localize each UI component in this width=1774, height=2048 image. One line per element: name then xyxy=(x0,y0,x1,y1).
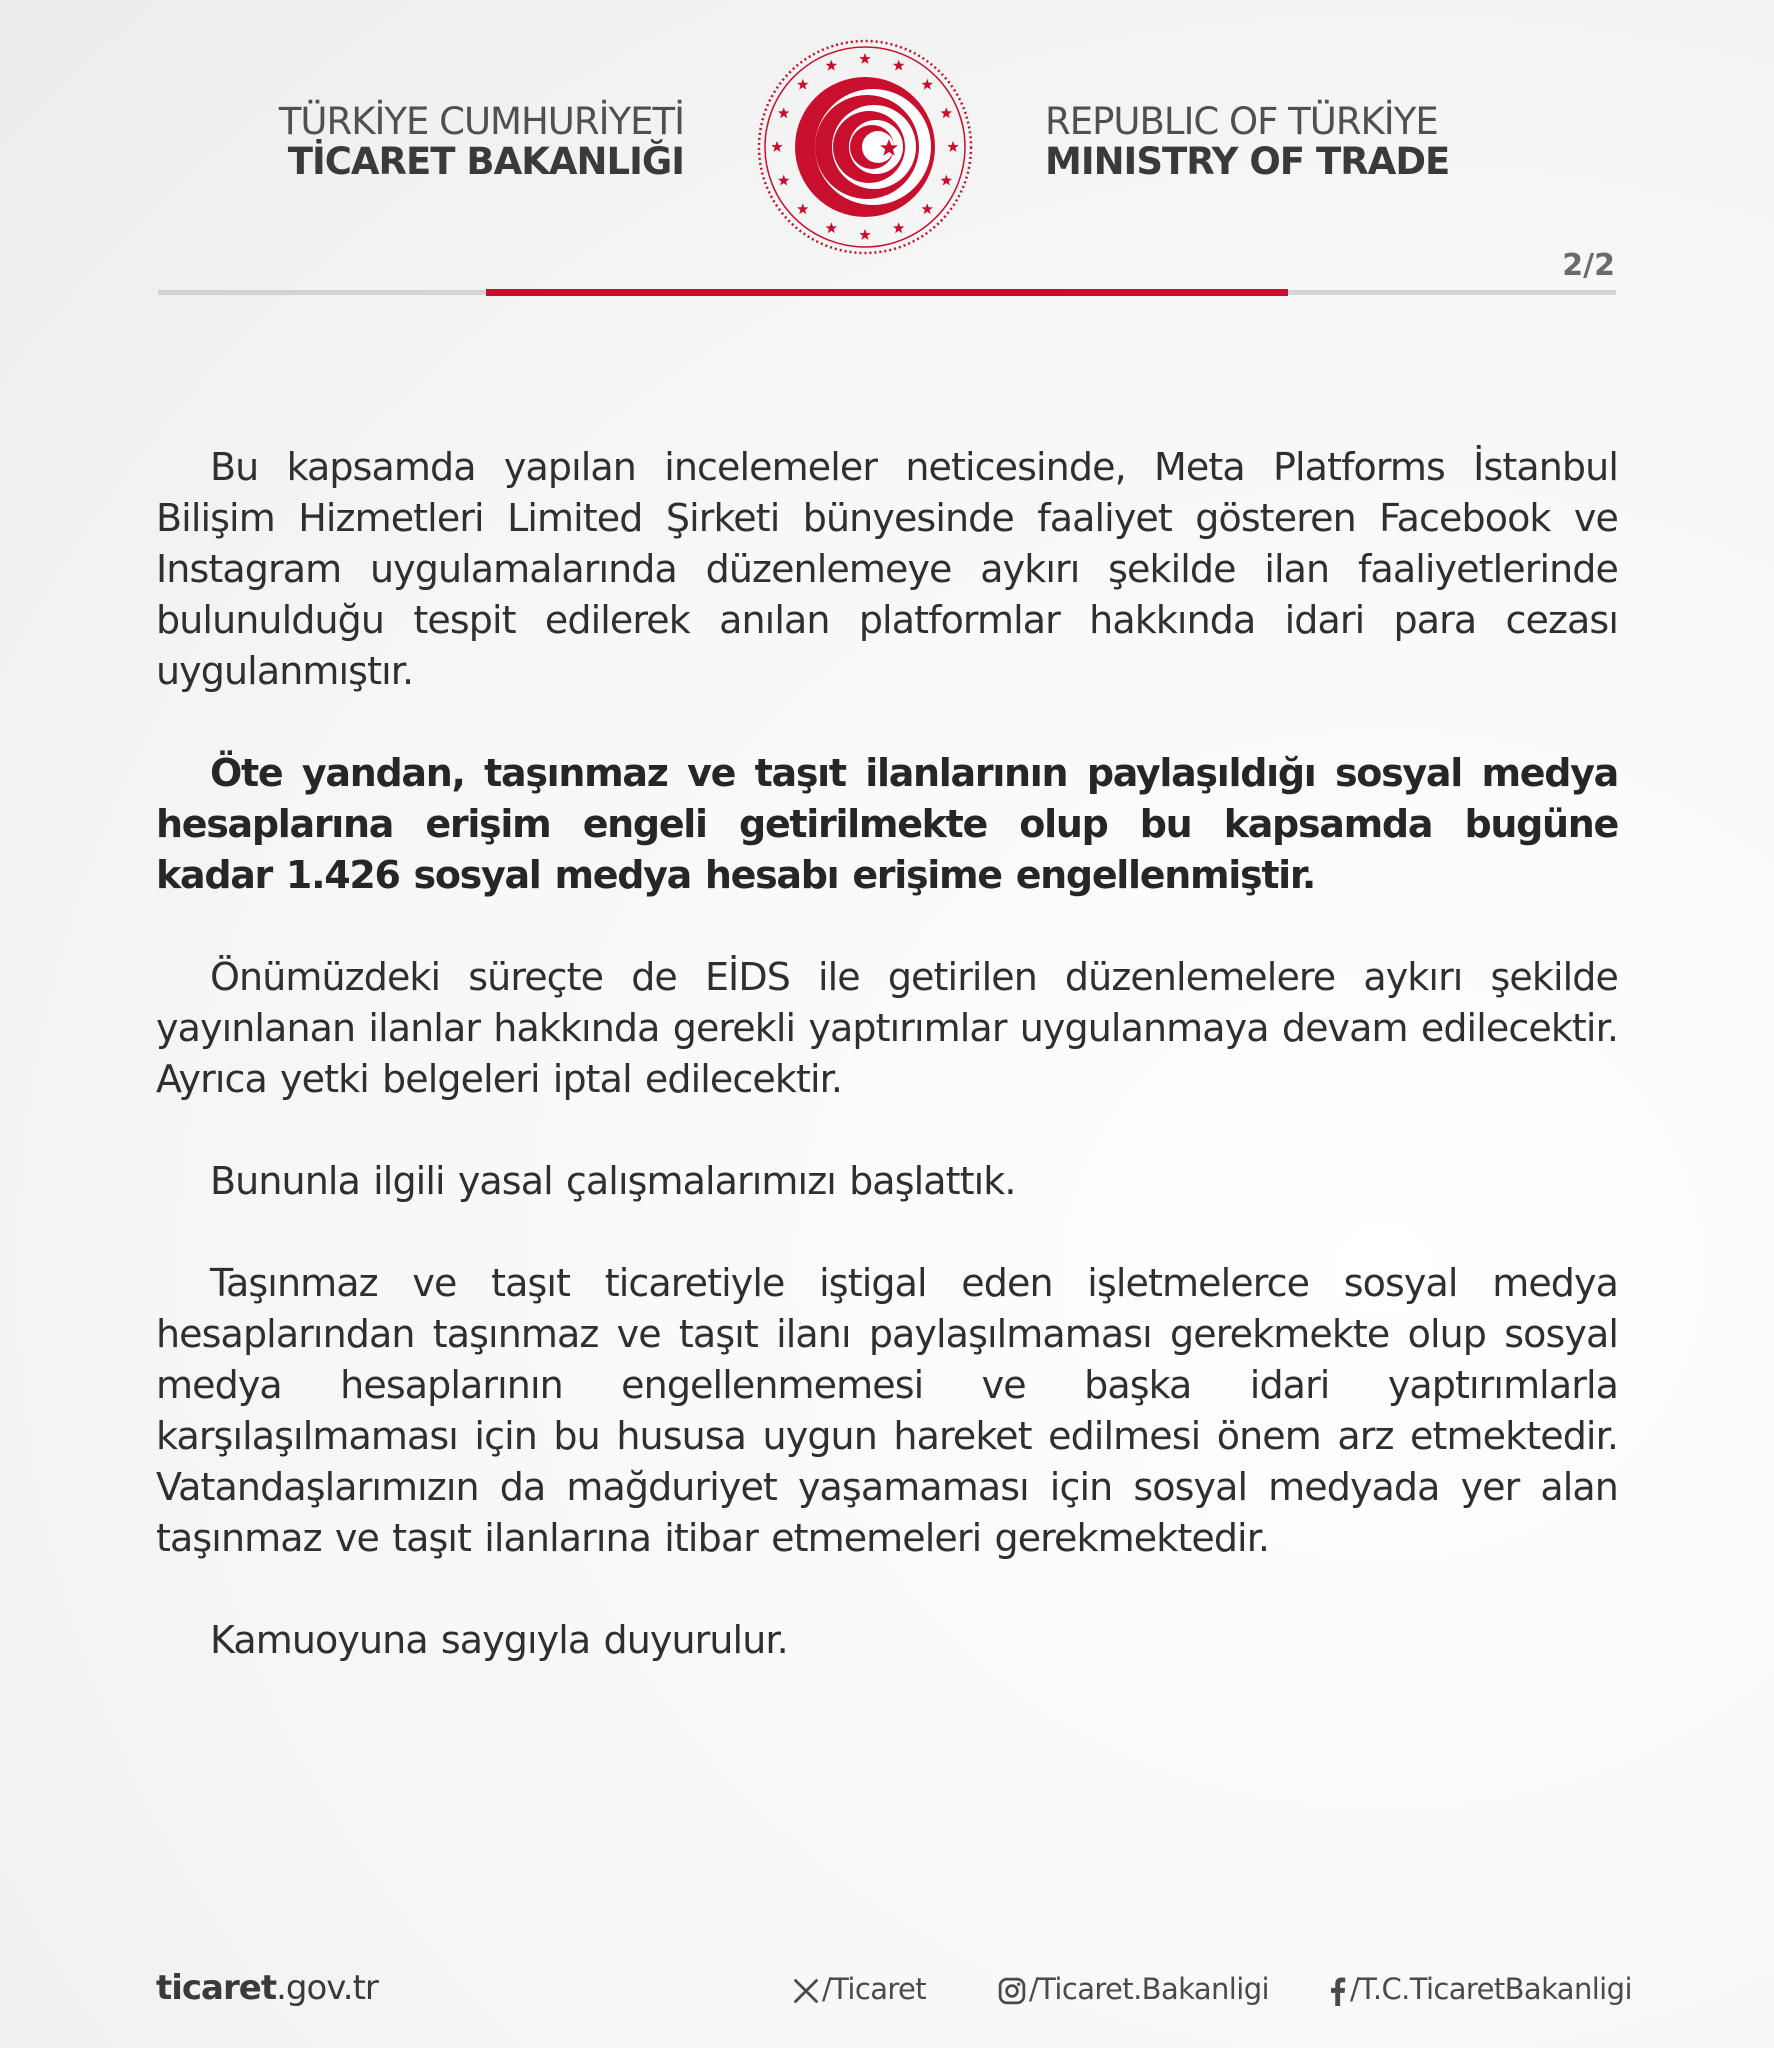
instagram-link[interactable] xyxy=(997,1972,1269,2006)
website-link[interactable] xyxy=(156,1968,378,2008)
footer xyxy=(0,1968,1774,2018)
website-domain: .gov.tr xyxy=(276,1968,378,2008)
turkish-ministry-name xyxy=(279,102,684,182)
emblem-star xyxy=(893,222,904,233)
website-bold: ticaret xyxy=(156,1968,277,2008)
instagram-icon xyxy=(997,1976,1027,2006)
emblem-star xyxy=(922,79,933,90)
facebook-handle: /T.C.TicaretBakanligi xyxy=(1350,1972,1632,2006)
paragraph-sanctions: Önümüzdeki süreçte de EİDS ile getirilen düzenlemelere aykırı şekilde yayınlanan ilanlar hakkında gerekli yaptırımlar uygulanmaya devam edilecektir. Ayrıca yetki belgeleri iptal edilecektir. xyxy=(156,955,1618,1101)
x-handle: /Ticaret xyxy=(822,1972,927,2006)
emblem-star xyxy=(771,141,782,152)
emblem-star xyxy=(826,60,837,71)
paragraph-closing: Kamuoyuna saygıyla duyurulur. xyxy=(210,1618,788,1662)
x-link[interactable] xyxy=(792,1972,926,2006)
emblem-star xyxy=(941,107,952,118)
emblem-star xyxy=(859,229,870,240)
paragraph-fine: Bu kapsamda yapılan incelemeler neticesinde, Meta Platforms İstanbul Bilişim Hizmetleri Limited Şirketi bünyesinde faaliyet gösteren Facebook ve Instagram uygulamalarında düzenlemeye aykırı şekilde ilan faaliyetlerinde bulunulduğu tespit edilerek anılan platformlar hakkında idari para cezası uygulanmıştır. xyxy=(156,445,1618,693)
emblem-star xyxy=(941,175,952,186)
ministry-emblem-icon xyxy=(755,37,975,257)
english-ministry-name xyxy=(1045,102,1449,182)
emblem-star xyxy=(797,203,808,214)
header-divider-accent xyxy=(486,289,1288,296)
x-icon xyxy=(792,1977,820,2005)
facebook-icon xyxy=(1326,1976,1348,2006)
emblem-star xyxy=(797,79,808,90)
emblem-star xyxy=(859,53,870,64)
emblem-star xyxy=(826,222,837,233)
instagram-handle: /Ticaret.Bakanligi xyxy=(1029,1972,1269,2006)
page-number: 2/2 xyxy=(1562,248,1615,283)
emblem-star xyxy=(893,60,904,71)
paragraph-warning: Taşınmaz ve taşıt ticaretiyle iştigal eden işletmelerce sosyal medya hesaplarından taşınmaz ve taşıt ilanı paylaşılmaması gerekmekte olup sosyal medya hesaplarının engellenmemesi ve başka idari yaptırımlarla karşılaşılmaması için bu hususa uygun hareket edilmesi önem arz etmektedir. Vatandaşlarımızın da mağduriyet yaşamaması için sosyal medyada yer alan taşınmaz ve taşıt ilanlarına itibar etmemeleri gerekmektedir. xyxy=(156,1261,1618,1560)
english-country-name: REPUBLIC OF TÜRKİYE xyxy=(1045,100,1438,143)
emblem-star xyxy=(947,141,958,152)
letterhead xyxy=(0,0,1774,300)
turkish-ministry-title: TİCARET BAKANLIĞI xyxy=(287,140,684,183)
english-ministry-title: MINISTRY OF TRADE xyxy=(1045,140,1450,183)
turkish-country-name: TÜRKİYE CUMHURİYETİ xyxy=(278,100,684,143)
statement-body xyxy=(156,442,1618,1717)
emblem-star xyxy=(922,203,933,214)
emblem-star xyxy=(778,175,789,186)
emblem-star xyxy=(778,107,789,118)
paragraph-legal-work: Bununla ilgili yasal çalışmalarımızı başlattık. xyxy=(210,1159,1016,1203)
paragraph-access-ban: Öte yandan, taşınmaz ve taşıt ilanlarının paylaşıldığı sosyal medya hesaplarına erişim engeli getirilmekte olup bu kapsamda bugüne kadar 1.426 sosyal medya hesabı erişime engellenmiştir. xyxy=(156,751,1618,897)
facebook-link[interactable] xyxy=(1326,1972,1632,2006)
